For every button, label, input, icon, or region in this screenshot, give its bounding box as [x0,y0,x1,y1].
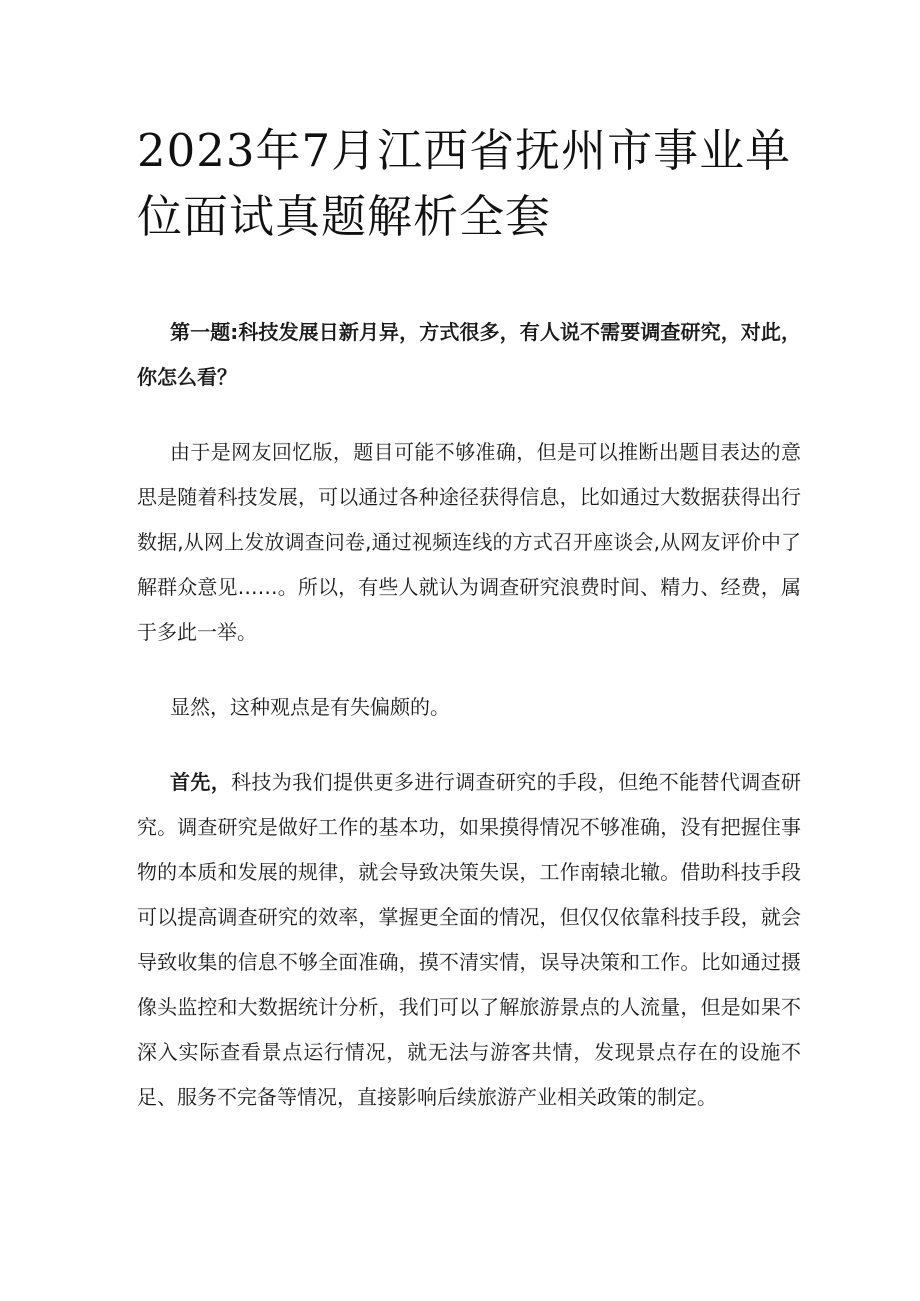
document-title: 2023年7月江西省抚州市事业单位面试真题解析全套 [137,124,792,243]
first-point-text: 科技为我们提供更多进行调查研究的手段，但绝不能替代调查研究。调查研究是做好工作的基本功，如果摸得情况不够准确，没有把握住事物的本质和发展的规律，就会导致决策失误，工作南辕北辙。借助科技手段可以提高调查研究的效率，掌握更全面的情况，但仅仅依靠科技手段，就会导致收集的信息不够全面准确，摸不清实情，误导决策和工作。比如通过摄像头监控和大数据统计分析，我们可以了解旅游景点的人流量，但是如果不深入实际查看景点运行情况，就无法与游客共情，发现景点存在的设施不足、服务不完备等情况，直接影响后续旅游产业相关政策的制定。 [137,770,802,1109]
document-body [137,310,801,1150]
paragraph-first-point [137,760,801,1120]
question-heading: 第一题:科技发展日新月异，方式很多，有人说不需要调查研究，对此，你怎么看？ [137,320,801,389]
first-point-lead: 首先， [170,770,232,794]
paragraph-context: 由于是网友回忆版，题目可能不够准确，但是可以推断出题目表达的意思是随着科技发展，可以通过各种途径获得信息，比如通过大数据获得出行数据,从网上发放调查问卷,通过视频连线的方式召开座谈会,从网友评价中了解群众意见……。所以，有些人就认为调查研究浪费时间、精力、经费，属于多此一举。 [137,440,801,644]
paragraph-viewpoint: 显然，这种观点是有失偏颇的。 [170,695,450,719]
